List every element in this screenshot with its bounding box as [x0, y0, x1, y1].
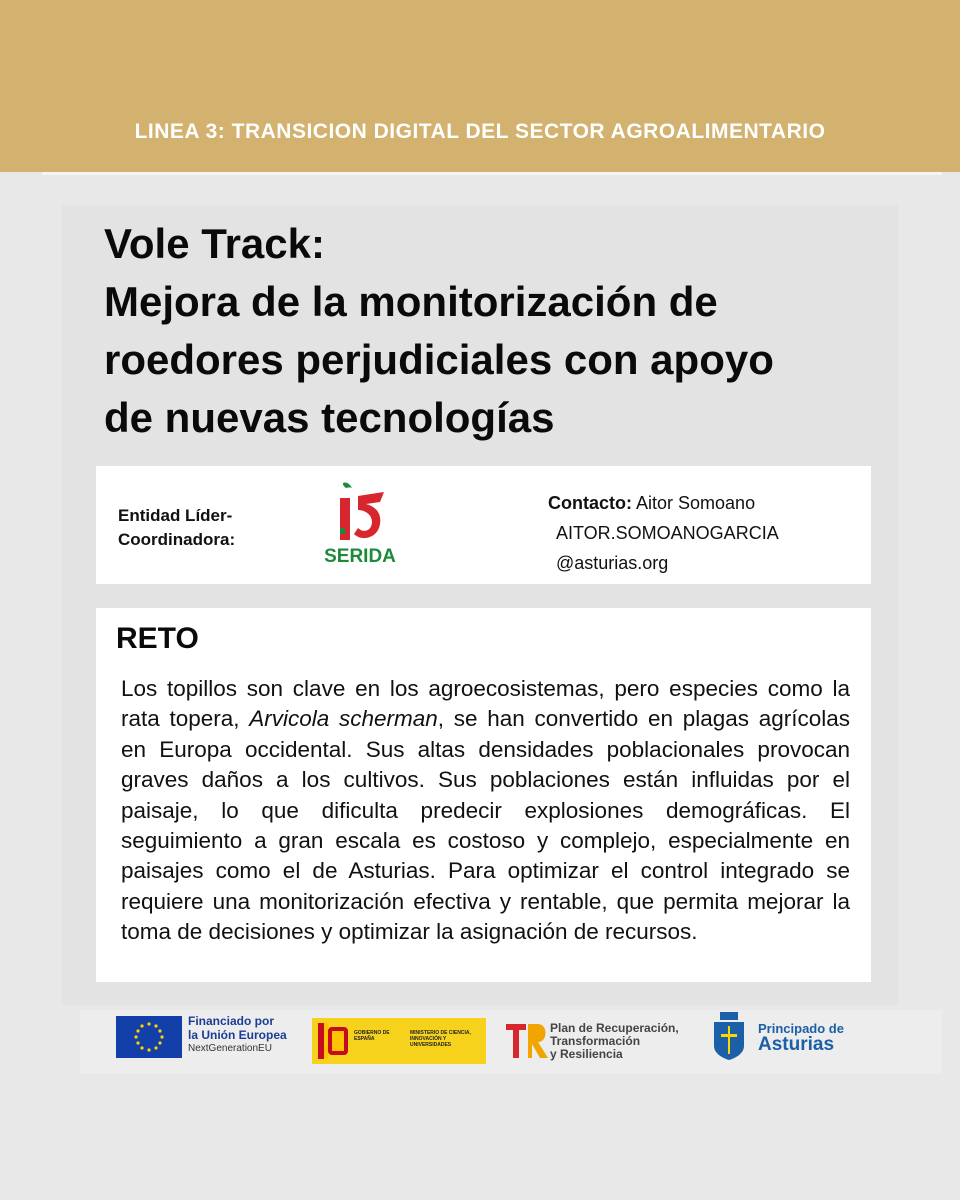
reto-heading: RETO [116, 622, 199, 655]
gobierno-espana-logo [312, 1018, 486, 1064]
reto-box [96, 608, 871, 982]
asturias-crest-icon [712, 1010, 746, 1062]
lead-entity-box [96, 466, 871, 584]
header-title: LINEA 3: TRANSICION DIGITAL DEL SECTOR AGROALIMENTARIO [134, 120, 826, 143]
title-line-3: roedores perjudiciales con apoyo [104, 336, 774, 383]
contact-label: Contacto: [548, 493, 632, 513]
recovery-plan-text [550, 1022, 679, 1061]
header-banner [0, 0, 960, 172]
eu-flag-icon [116, 1016, 182, 1058]
serida-logo-text: SERIDA [324, 546, 396, 567]
lead-label-line-2: Coordinadora: [118, 530, 236, 549]
contact-email-line-1: AITOR.SOMOANOGARCIA [556, 523, 779, 543]
plan-line-3: y Resiliencia [550, 1047, 623, 1061]
reto-text [121, 674, 850, 948]
contact-name: Aitor Somoano [636, 493, 756, 513]
funding-logos-bar [80, 1010, 942, 1074]
spain-crest-icon [318, 1023, 352, 1059]
title-line-2: Mejora de la monitorización de [104, 278, 718, 325]
lead-label-line-1: Entidad Líder- [118, 506, 233, 525]
asturias-text [758, 1022, 844, 1055]
gobierno-text: GOBIERNO DE ESPAÑA [354, 1030, 390, 1042]
contact-email-line-2: @asturias.org [556, 553, 669, 573]
header-divider [42, 172, 942, 175]
eu-line-2: la Unión Europea [188, 1028, 287, 1042]
serida-logo-icon [318, 482, 408, 548]
reto-species-name: Arvicola scherman [249, 706, 438, 732]
page-title [104, 215, 904, 447]
reto-text-part-1: Los topillos son clave en los agroecosistemas, pero especies como la rata topera, [121, 676, 850, 732]
lead-entity-label [118, 504, 235, 552]
plan-line-2: Transformación [550, 1034, 641, 1048]
asturias-line-1: Principado de [758, 1021, 844, 1036]
ministry-text: MINISTERIO DE CIENCIA, INNOVACIÓN Y UNIVERSIDADES [410, 1030, 471, 1048]
title-line-4: de nuevas tecnologías [104, 394, 555, 441]
eu-funding-text [188, 1014, 287, 1056]
contact-info [548, 488, 779, 578]
plan-line-1: Plan de Recuperación, [550, 1021, 679, 1035]
serida-logo [318, 482, 408, 572]
eu-line-1: Financiado por [188, 1014, 275, 1028]
recovery-plan-logo-icon [504, 1016, 552, 1066]
eu-line-3: NextGenerationEU [188, 1043, 272, 1054]
asturias-line-2: Asturias [758, 1034, 835, 1055]
title-line-1: Vole Track: [104, 220, 325, 267]
reto-text-part-2: , se han convertido en plagas agrícolas en Europa occidental. Sus altas densidades poblacionales provocan graves daños a los cultivos. Sus poblaciones están influidas por el paisaje, lo que dificulta predecir explosiones demográficas. El seguimiento a gran escala es costoso y complejo, especialmente en paisajes como el de Asturias. Para optimizar el control integrado se requiere una monitorización efectiva y rentable, que permita mejorar la toma de decisiones y optimizar la asignación de recursos. [121, 706, 850, 945]
